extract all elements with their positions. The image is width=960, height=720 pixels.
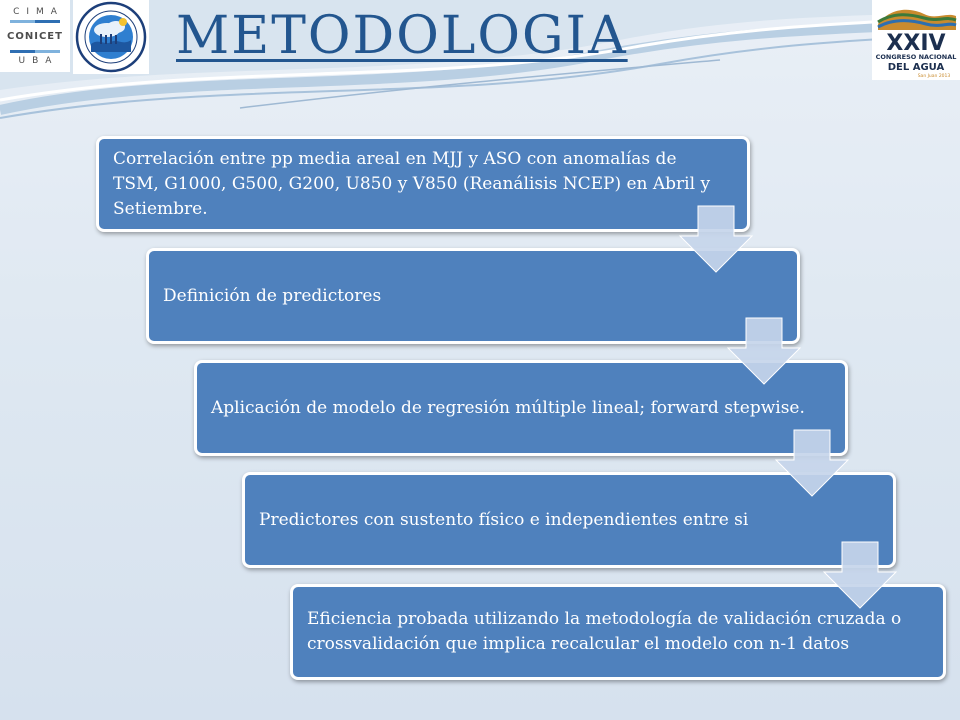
congreso-logo-place: San Juan 2013: [917, 74, 951, 79]
congreso-logo-graphic: [872, 0, 960, 80]
institution-seal-logo: [73, 0, 149, 74]
arrow-down-icon: [822, 540, 900, 610]
congreso-logo-line2: DEL AGUA: [887, 62, 945, 73]
cima-logo-line1: CIMA: [13, 6, 64, 17]
process-step-1: [96, 136, 750, 232]
process-step-3-text: Aplicación de modelo de regresión múltiple lineal; forward stepwise.: [211, 397, 805, 418]
seal-emblem-icon: [73, 0, 149, 74]
congreso-logo-roman: XXIV: [886, 31, 946, 56]
arrow-down-icon: [678, 204, 756, 274]
page-title: METODOLOGIA: [176, 6, 628, 66]
arrow-down-icon: [774, 428, 852, 498]
arrow-down-icon: [726, 316, 804, 386]
process-step-5-text: Eficiencia probada utilizando la metodología de validación cruzada o crossvalidación que implica recalcular el modelo con n-1 datos: [307, 609, 902, 654]
process-step-2-text: Definición de predictores: [163, 285, 382, 306]
cima-logo-line3: UBA: [18, 55, 59, 66]
process-step-4-text: Predictores con sustento físico e independientes entre si: [259, 509, 749, 530]
cima-logo-bar-bottom: [10, 50, 60, 53]
cima-conicet-logo: [0, 0, 70, 72]
cima-logo-line2: CONICET: [7, 30, 63, 42]
congreso-nacional-del-agua-logo: [872, 0, 960, 80]
congreso-logo-line1: CONGRESO NACIONAL: [875, 53, 957, 61]
process-step-1-text: Correlación entre pp media areal en MJJ y ASO con anomalías de TSM, G1000, G500, G200, U850 y V850 (Reanálisis NCEP) en Abril y Setiembre.: [113, 148, 711, 219]
cima-logo-bar-top: [10, 20, 60, 23]
